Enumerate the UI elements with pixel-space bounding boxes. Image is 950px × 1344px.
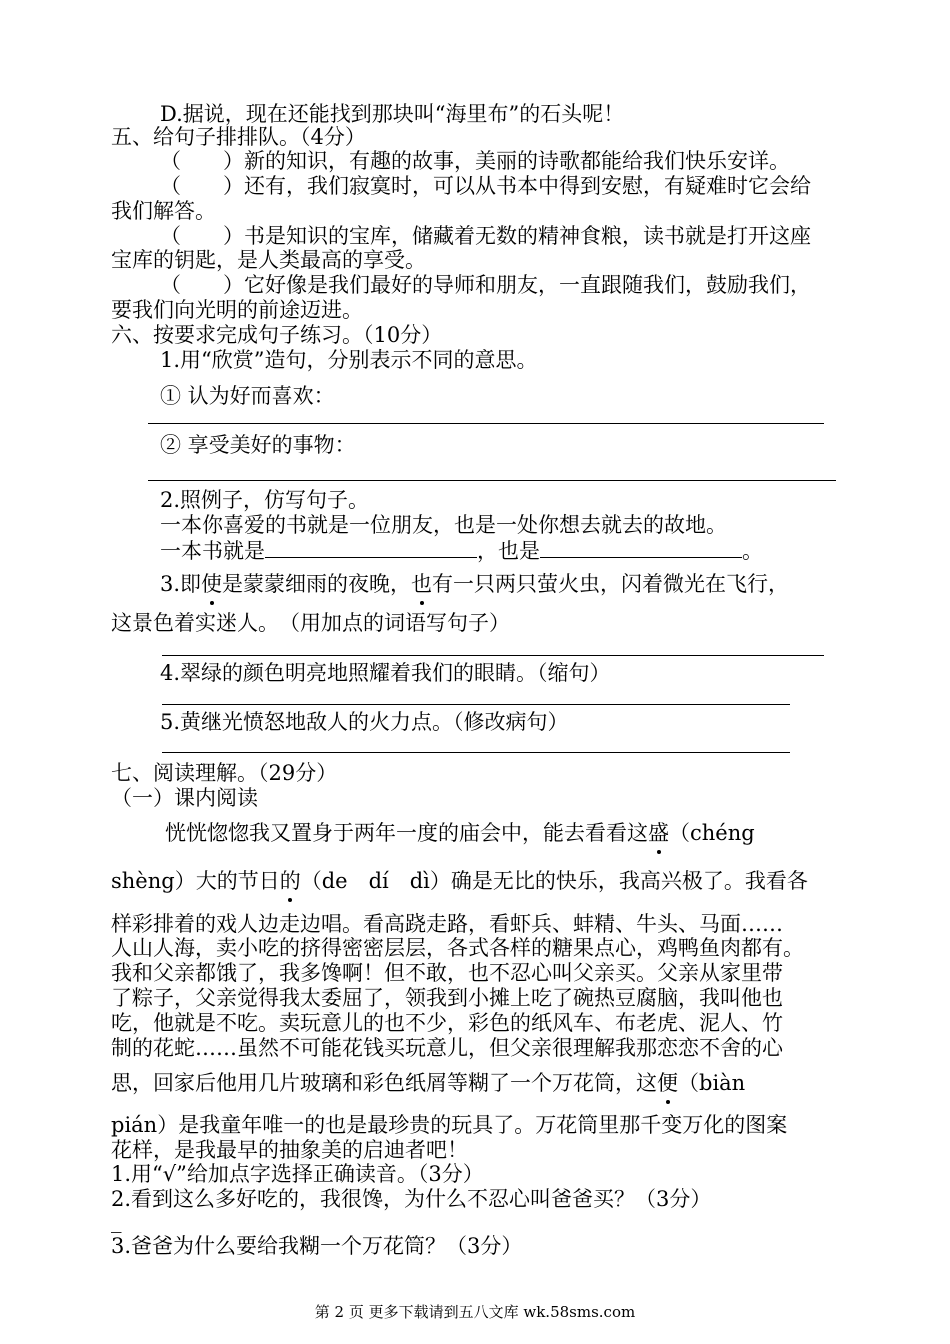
ordering-item-4-cont: 要我们向光明的前途迈进。 xyxy=(111,298,363,322)
text: 恍恍惚惚我又置身于两年一度的庙会中，能去看看这 xyxy=(165,821,648,845)
exercise-2-example: 一本你喜爱的书就是一位朋友，也是一处你想去就去的故地。 xyxy=(160,513,727,537)
line-option-d: D.据说，现在还能找到那块叫“海里布”的石头呢！ xyxy=(160,102,625,126)
fill-text: ，也是 xyxy=(477,539,540,563)
subsection-heading: （一）课内阅读 xyxy=(111,786,258,810)
page-footer: 第 2 页 更多下载请到五八文库 wk.58sms.com xyxy=(314,1303,636,1321)
dotted-char: 也 xyxy=(411,572,433,596)
answer-line[interactable] xyxy=(162,704,790,705)
text: 思，回家后他用几片玻璃和彩色纸屑等糊了一个万花筒，这 xyxy=(111,1071,657,1095)
answer-line[interactable] xyxy=(148,480,836,481)
passage-line-2 xyxy=(111,868,808,894)
passage-line-4: 人山人海，卖小吃的挤得密密层层，各式各样的糖果点心，鸡鸭鱼肉都有。 xyxy=(111,936,804,960)
answer-line[interactable] xyxy=(162,752,790,753)
answer-line[interactable] xyxy=(162,655,824,656)
answer-line[interactable] xyxy=(148,423,824,424)
question-2: 2.看到这么多好吃的，我很馋，为什么不忍心叫爸爸买？（3分） xyxy=(111,1187,712,1211)
text: （chéng xyxy=(669,821,755,845)
ordering-item-3: （ ）书是知识的宝库，储藏着无数的精神食粮，读书就是打开这座 xyxy=(160,224,811,248)
question-1: 1.用“√”给加点字选择正确读音。（3分） xyxy=(111,1162,484,1186)
text: 有一只两只萤火虫，闪着微光在飞行， xyxy=(432,572,790,596)
question-3: 3.爸爸为什么要给我糊一个万花筒？（3分） xyxy=(111,1234,523,1258)
passage-line-3: 样彩排着的戏人边走边唱。看高跷走路，看虾兵、蚌精、牛头、马面…… xyxy=(111,912,783,936)
ordering-item-3-cont: 宝库的钥匙，是人类最高的享受。 xyxy=(111,248,426,272)
passage-line-11: 花样，是我最早的抽象美的启迪者吧！ xyxy=(111,1138,468,1162)
ordering-item-1: （ ）新的知识，有趣的故事，美丽的诗歌都能给我们快乐安详。 xyxy=(160,149,790,173)
blank-field[interactable] xyxy=(265,537,477,558)
exercise-3 xyxy=(160,571,789,597)
section-heading-7: 七、阅读理解。（29分） xyxy=(111,761,338,785)
exercise-3-cont: 这景色着实迷人。 （用加点的词语写句子） xyxy=(111,611,510,635)
ordering-item-2: （ ）还有，我们寂寞时，可以从书本中得到安慰，有疑难时它会给 xyxy=(160,174,811,198)
ordering-item-4: （ ）它好像是我们最好的导师和朋友，一直跟随我们，鼓励我们， xyxy=(160,273,811,297)
dotted-char: 盛 xyxy=(648,821,669,845)
exercise-1-meaning-2: ② 享受美好的事物： xyxy=(160,433,356,457)
blank-field[interactable] xyxy=(540,537,742,558)
exercise-4: 4.翠绿的颜色明亮地照耀着我们的眼睛。（缩句） xyxy=(160,661,611,685)
text: 3.即 xyxy=(160,572,202,596)
exercise-1-meaning-1: ① 认为好而喜欢： xyxy=(160,384,335,408)
section-heading-6: 六、按要求完成句子练习。（10分） xyxy=(111,323,443,347)
dotted-char: 的 xyxy=(279,869,301,893)
answer-mark[interactable]: _ xyxy=(111,1209,122,1233)
ordering-item-2-cont: 我们解答。 xyxy=(111,199,216,223)
passage-line-7: 吃，他就是不吃。卖玩意儿的也不少，彩色的纸风车、布老虎、泥人、竹 xyxy=(111,1011,783,1035)
text: （biàn xyxy=(678,1071,746,1095)
text: （de dí dì）确是无比的快乐，我高兴极了。我看各 xyxy=(300,869,808,893)
passage-line-10: pián）是我童年唯一的也是最珍贵的玩具了。万花筒里那千变万化的图案 xyxy=(111,1113,788,1137)
fill-text: 一本书就是 xyxy=(160,539,265,563)
section-heading-5: 五、给句子排排队。（4分） xyxy=(111,125,366,149)
passage-line-8: 制的花蛇……虽然不可能花钱买玩意儿，但父亲很理解我那恋恋不舍的心 xyxy=(111,1036,783,1060)
text: shèng）大的节日 xyxy=(111,869,280,893)
dotted-char: 便 xyxy=(657,1071,678,1095)
passage-line-9 xyxy=(111,1070,745,1096)
exercise-5: 5.黄继光愤怒地敌人的火力点。（修改病句） xyxy=(160,710,569,734)
dotted-char: 使 xyxy=(201,572,223,596)
fill-text: 。 xyxy=(742,539,763,563)
exercise-2-fill xyxy=(160,537,763,564)
text: 是蒙蒙细雨的夜晚， xyxy=(222,572,412,596)
passage-line-5: 我和父亲都饿了，我多馋啊！但不敢，也不忍心叫父亲买。父亲从家里带 xyxy=(111,961,783,985)
passage-line-6: 了粽子，父亲觉得我太委屈了，领我到小摊上吃了碗热豆腐脑，我叫他也 xyxy=(111,986,783,1010)
passage-line-1 xyxy=(165,820,755,846)
exercise-1: 1.用“欣赏”造句，分别表示不同的意思。 xyxy=(160,348,538,372)
exercise-2: 2.照例子，仿写句子。 xyxy=(160,488,370,512)
